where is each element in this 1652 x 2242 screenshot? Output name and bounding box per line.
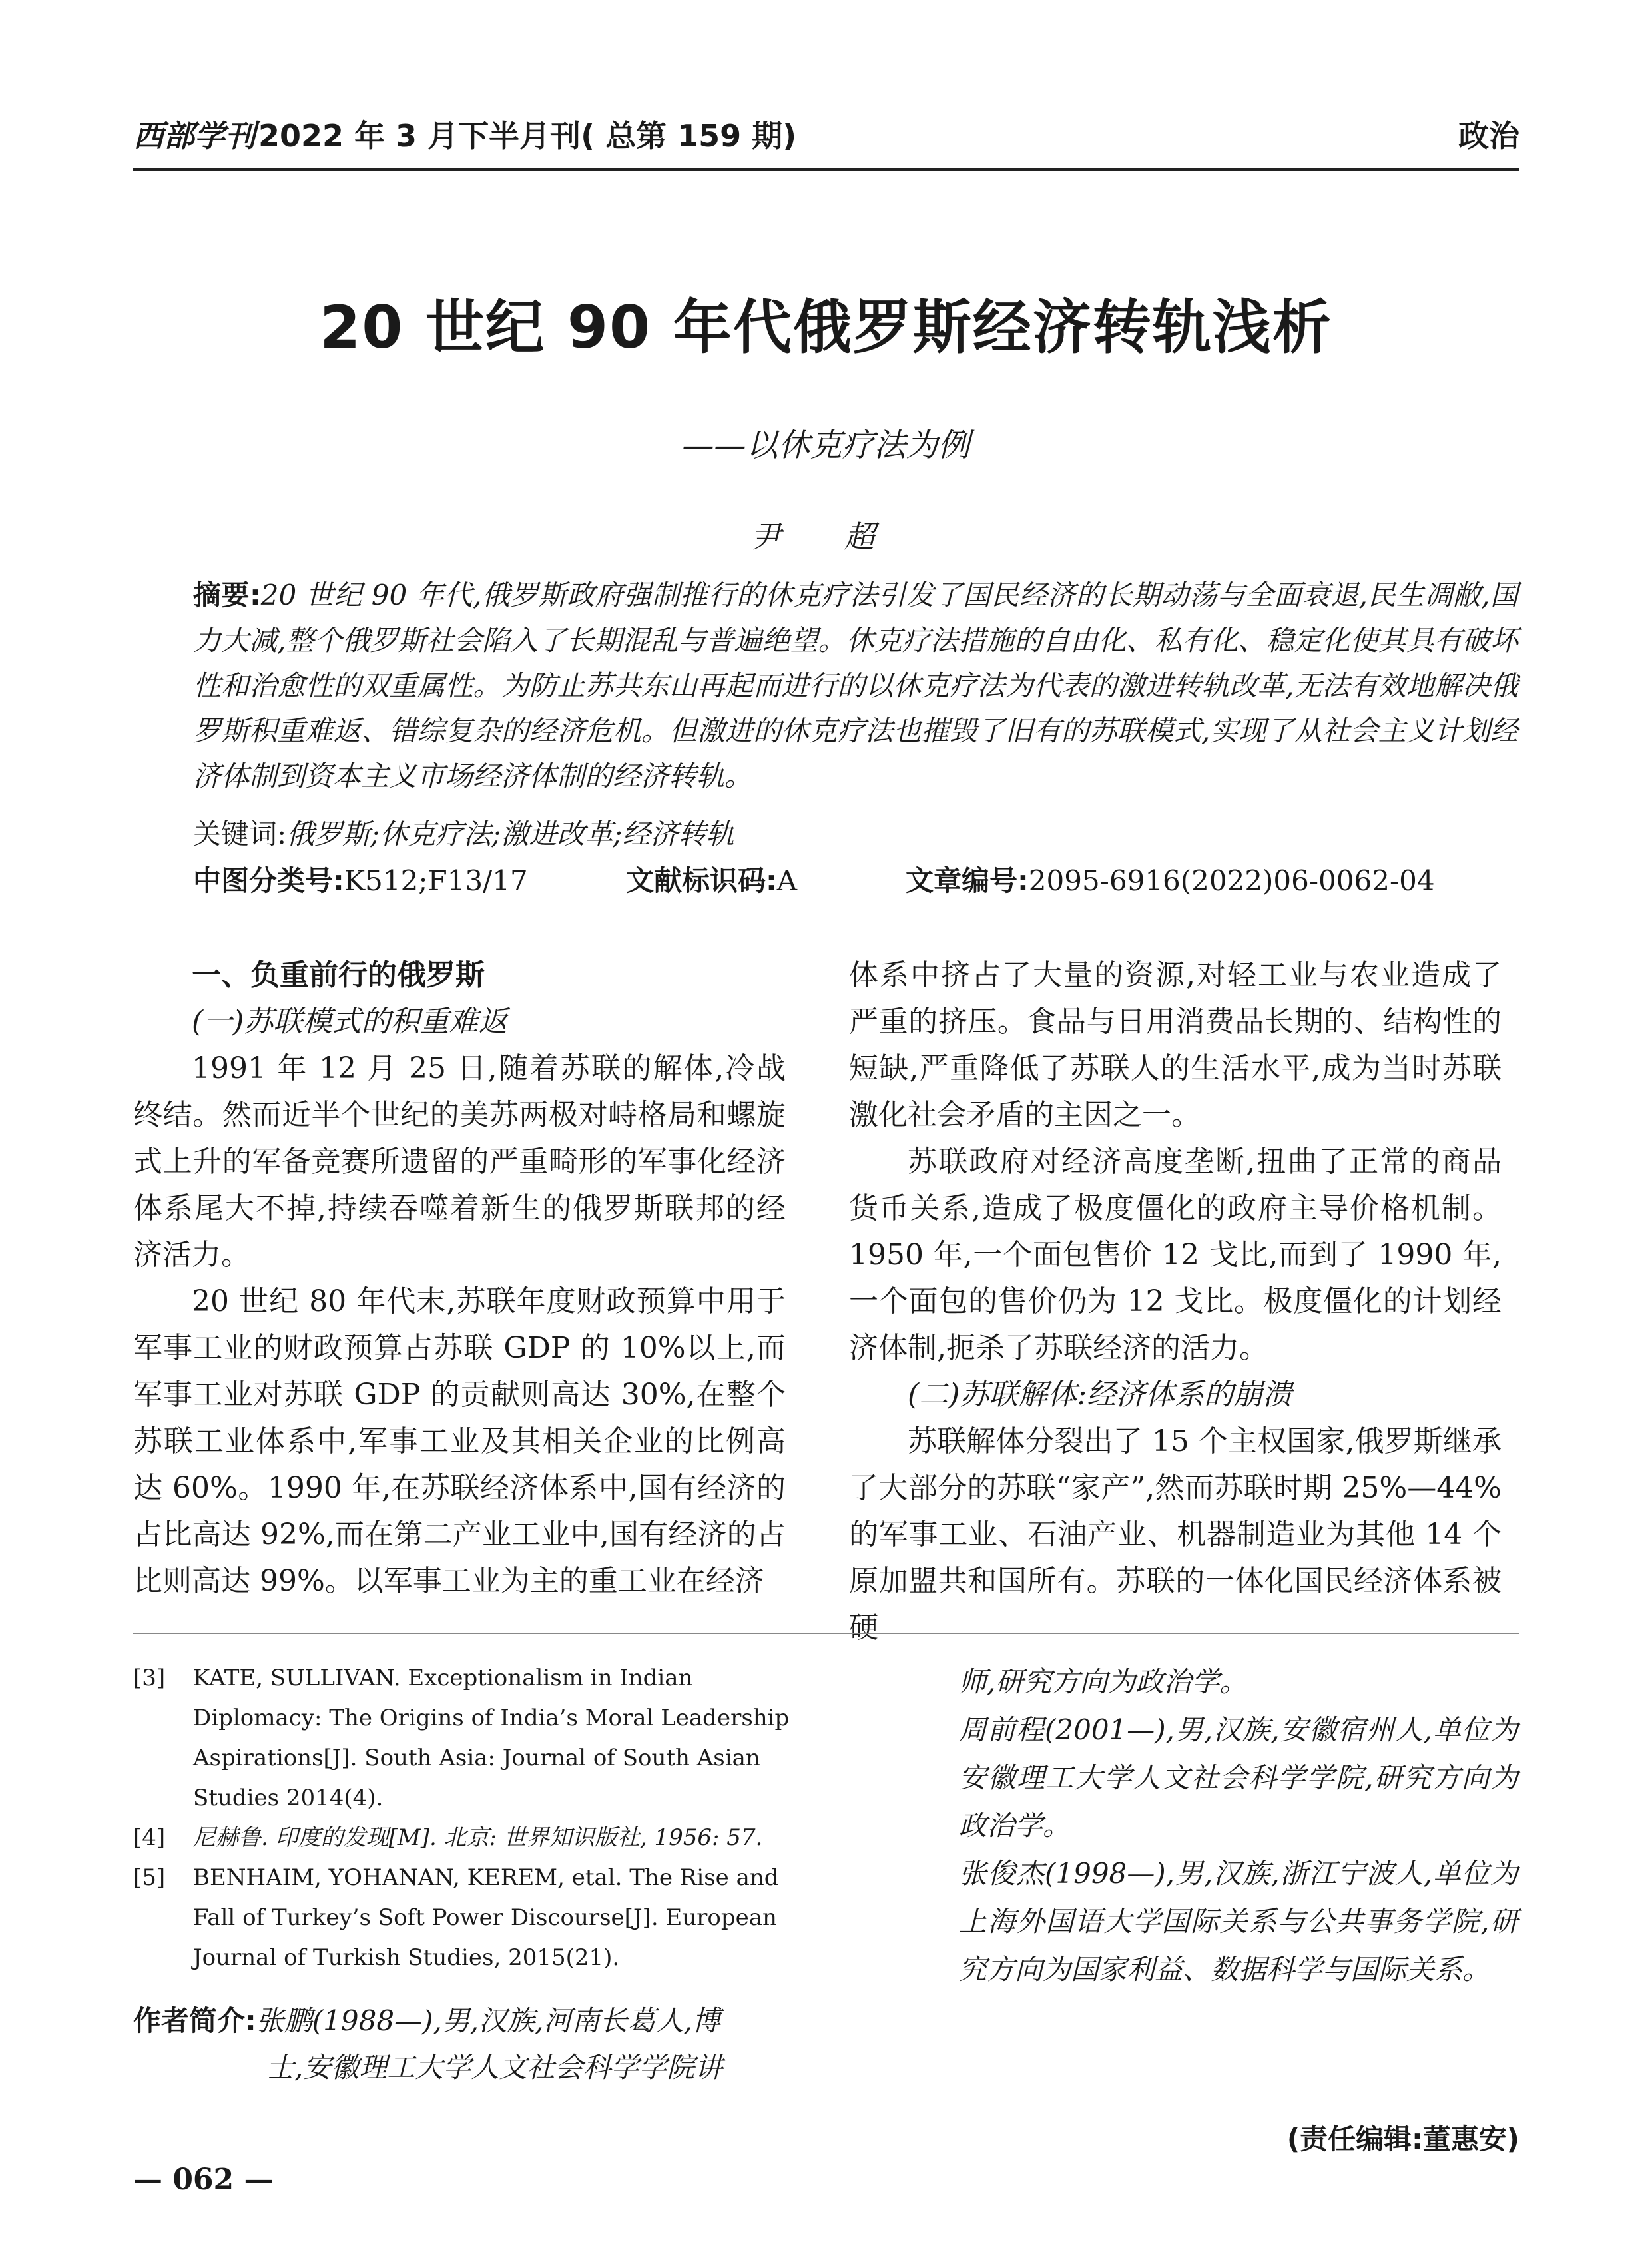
body-column-right [849, 952, 1502, 1651]
keywords [193, 812, 734, 852]
article-title: 20 世纪 90 年代俄罗斯经济转轨浅析 [320, 293, 1332, 362]
subsection-heading: (二)苏联解体:经济体系的崩溃 [908, 1378, 1292, 1412]
article-subtitle: ——以休克疗法为例 [682, 427, 970, 464]
reference-number: [4] [133, 1824, 166, 1851]
paragraph: 20 世纪 80 年代末,苏联年度财政预算中用于军事工业的财政预算占苏联 GDP 的 10%以上,而军事工业对苏联 GDP 的贡献则高达 30%,在整个苏联工业体系中,军事工业及其相关企业的比例高达 60%。1990 年,在苏联经济体系中,国有经济的占比高达 92%,而在第二产业工业中,国有经济的占比则高达 99%。以军事工业为主的重工业在经济 [133, 1284, 786, 1598]
bio-paragraph: 师,研究方向为政治学。 [959, 1665, 1248, 1698]
paragraph: 1991 年 12 月 25 日,随着苏联的解体,冷战终结。然而近半个世纪的美苏两极对峙格局和螺旋式上升的军备竞赛所遗留的严重畸形的军事化经济体系尾大不掉,持续吞噬着新生的俄罗斯联邦的经济活力。 [133, 1051, 786, 1272]
responsible-editor: (责任编辑:董惠安) [1286, 2123, 1519, 2155]
abstract [193, 573, 1518, 799]
bio-paragraph: 周前程(2001—),男,汉族,安徽宿州人,单位为安徽理工大学人文社会科学学院,研究方向为政治学。 [959, 1713, 1518, 1842]
keywords-label: 关键词: [193, 818, 287, 850]
reference-text: BENHAIM, YOHANAN, KEREM, etal. The Rise and Fall of Turkey’s Soft Power Discourse[J]. European Journal of Turkish Studies, 2015(21). [193, 1864, 779, 1971]
reference-item [133, 1818, 806, 1858]
author-bio-continued [959, 1658, 1518, 1994]
reference-list [133, 1658, 806, 1978]
reference-text: KATE, SULLIVAN. Exceptionalism in Indian Diplomacy: The Origins of India’s Moral Leadership Aspirations[J]. South Asia: Journal of South Asian Studies 2014(4). [193, 1665, 790, 1811]
reference-item [133, 1858, 806, 1978]
article-number [906, 859, 1435, 899]
body-column-left [133, 952, 786, 1605]
author-bio [133, 1998, 806, 2091]
abstract-text: 20 世纪 90 年代,俄罗斯政府强制推行的休克疗法引发了国民经济的长期动荡与全面衰退,民生凋敝,国力大减,整个俄罗斯社会陷入了长期混乱与普遍绝望。休克疗法措施的自由化、私有化、稳定化使其具有破坏性和治愈性的双重属性。为防止苏共东山再起而进行的以休克疗法为代表的激进转轨改革,无法有效地解决俄罗斯积重难返、错综复杂的经济危机。但激进的休克疗法也摧毁了旧有的苏联模式,实现了从社会主义计划经济体制到资本主义市场经济体制的经济转轨。 [193, 579, 1519, 792]
clc-label: 中图分类号: [193, 864, 344, 897]
article-author: 尹 超 [750, 519, 902, 555]
journal-info [133, 112, 796, 156]
header-rule [133, 168, 1519, 171]
bio-paragraph: 张俊杰(1998—),男,汉族,浙江宁波人,单位为上海外国语大学国际关系与公共事务学院,研究方向为国家利益、数据科学与国际关系。 [959, 1857, 1518, 1986]
article-number-label: 文章编号: [906, 864, 1029, 897]
abstract-label: 摘要: [193, 579, 261, 611]
footnote-rule [133, 1633, 1519, 1634]
reference-text: 尼赫鲁. 印度的发现[M]. 北京: 世界知识版社, 1956: 57. [193, 1824, 763, 1851]
reference-number: [5] [133, 1864, 166, 1891]
reference-item [133, 1658, 806, 1818]
subsection-heading: (一)苏联模式的积重难返 [192, 1005, 508, 1039]
doc-code-value: A [776, 864, 798, 897]
paragraph: 苏联解体分裂出了 15 个主权国家,俄罗斯继承了大部分的苏联“家产”,然而苏联时期 25%—44%的军事工业、石油产业、机器制造业为其他 14 个原加盟共和国所有。苏联的一体化国民经济体系被硬 [849, 1424, 1502, 1645]
bio-label: 作者简介: [133, 2004, 256, 2037]
issue-info: 2022 年 3 月下半月刊( 总第 159 期) [258, 118, 797, 154]
page-number: — 062 — [133, 2163, 274, 2197]
section-tag: 政治 [1458, 118, 1519, 154]
bio-line: 士,安徽理工大学人文社会科学学院讲 [266, 2051, 723, 2084]
clc-number [193, 859, 528, 899]
journal-logo: 西部学刊 [133, 118, 256, 154]
section-heading: 一、负重前行的俄罗斯 [192, 958, 485, 992]
reference-number: [3] [133, 1665, 166, 1691]
article-number-value: 2095-6916(2022)06-0062-04 [1028, 864, 1435, 897]
clc-value: K512;F13/17 [344, 864, 528, 897]
running-header [133, 112, 1519, 158]
paragraph: 苏联政府对经济高度垄断,扭曲了正常的商品货币关系,造成了极度僵化的政府主导价格机制。1950 年,一个面包售价 12 戈比,而到了 1990 年,一个面包的售价仍为 12 戈比。极度僵化的计划经济体制,扼杀了苏联经济的活力。 [849, 1145, 1502, 1365]
keywords-text: 俄罗斯;休克疗法;激进改革;经济转轨 [286, 818, 734, 850]
paragraph: 体系中挤占了大量的资源,对轻工业与农业造成了严重的挤压。食品与日用消费品长期的、结构性的短缺,严重降低了苏联人的生活水平,成为当时苏联激化社会矛盾的主因之一。 [849, 958, 1502, 1132]
document-code [626, 859, 797, 899]
doc-code-label: 文献标识码: [626, 864, 777, 897]
bio-line: 张鹏(1988—),男,汉族,河南长葛人,博 [256, 2004, 720, 2037]
